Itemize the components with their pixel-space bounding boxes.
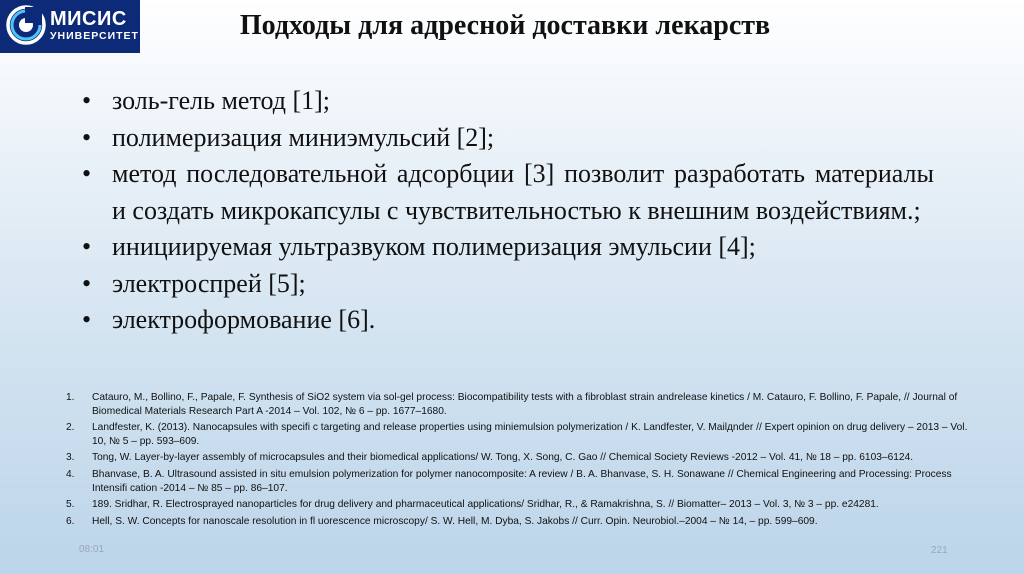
bullet-dot-icon: • (82, 268, 92, 298)
bullet-item (82, 266, 934, 303)
reference-text: Landfester, K. (2013). Nanocapsules with specifi c targeting and release properties using miniemulsion polymerization / K. Landfester, V. Mailдnder // Expert opinion on drug delivery – 2013 – Vol. 10, № 5 – pp. 593–609. (92, 422, 968, 447)
bullet-item (82, 156, 934, 229)
reference-item (62, 468, 974, 495)
footer-page-number: 221 (931, 545, 948, 556)
bullet-dot-icon: • (82, 86, 92, 115)
reference-text: Catauro, M., Bollino, F., Papale, F. Synthesis of SiO2 system via sol-gel process: Biocompatibility tests with a fibroblast strain andrelease kinetics / M. Catauro, F. Bollino, F. Papale, // Journal of Biomedical Materials Research Part A -2014 – Vol. 102, № 6 – pp. 1677–1680. (92, 392, 958, 417)
reference-text: Tong, W. Layer-by-layer assembly of microcapsules and their biomedical applications/ W. Tong, X. Song, C. Gao // Chemical Society Reviews -2012 – Vol. 41, № 18 – pp. 6103–6124. (92, 452, 914, 464)
reference-item (62, 391, 974, 418)
reference-item (62, 498, 974, 512)
bullet-item (82, 302, 934, 339)
reference-number: 6. (66, 515, 75, 527)
bullet-text: инициируемая ультразвуком полимеризация эмульсии [4]; (112, 232, 756, 261)
reference-list (62, 391, 974, 531)
reference-item (62, 451, 974, 465)
bullet-dot-icon: • (82, 232, 92, 261)
reference-number: 4. (66, 468, 75, 480)
bullet-dot-icon: • (82, 159, 92, 188)
bullet-text: электроформование [6]. (112, 305, 376, 334)
reference-number: 2. (66, 422, 75, 434)
reference-text: Bhanvase, B. A. Ultrasound assisted in situ emulsion polymerization for polymer nanocomposite: A review / B. A. Bhanvase, S. H. Sonawane // Chemical Engineering and Processing: Process Intensifi cation -2014 – № 85 – pp. 86–107. (92, 468, 952, 494)
reference-text: 189. Sridhar, R. Electrosprayed nanoparticles for drug delivery and pharmaceutical applications/ Sridhar, R., & Ramakrishna, S. // Biomatter– 2013 – Vol. 3, № 3 – pp. e24281. (92, 499, 879, 511)
footer-time: 08:01 (79, 544, 105, 555)
reference-number: 3. (66, 452, 75, 464)
bullet-text: метод последовательной адсорбции [3] позволит разработать материалы и создать микрокапсулы с чувствительностью к внешним воздействиям.; (112, 159, 934, 225)
logo-name: МИСИС (50, 8, 127, 30)
reference-text: Hell, S. W. Concepts for nanoscale resolution in fl uorescence microscopy/ S. W. Hell, M. Dyba, S. Jakobs // Curr. Opin. Neurobiol.–2004 – № 14, – pp. 599–609. (92, 515, 818, 527)
bullet-text: полимеризация миниэмульсий [2]; (112, 122, 495, 152)
reference-number: 5. (66, 499, 75, 511)
reference-item (62, 421, 974, 448)
bullet-item (82, 229, 934, 266)
slide-title: Подходы для адресной доставки лекарств (239, 10, 771, 41)
bullet-list (82, 83, 934, 339)
bullet-text: золь-гель метод [1]; (112, 86, 330, 115)
bullet-dot-icon: • (82, 122, 92, 152)
reference-number: 1. (66, 392, 75, 403)
bullet-dot-icon: • (82, 305, 92, 334)
logo-subtitle: УНИВЕРСИТЕТ (50, 30, 139, 42)
bullet-item (82, 120, 934, 157)
bullet-item (82, 83, 934, 120)
misis-logo-icon (6, 5, 46, 45)
reference-item (62, 515, 974, 529)
bullet-text: электроспрей [5]; (112, 268, 306, 298)
misis-logo (0, 0, 140, 53)
